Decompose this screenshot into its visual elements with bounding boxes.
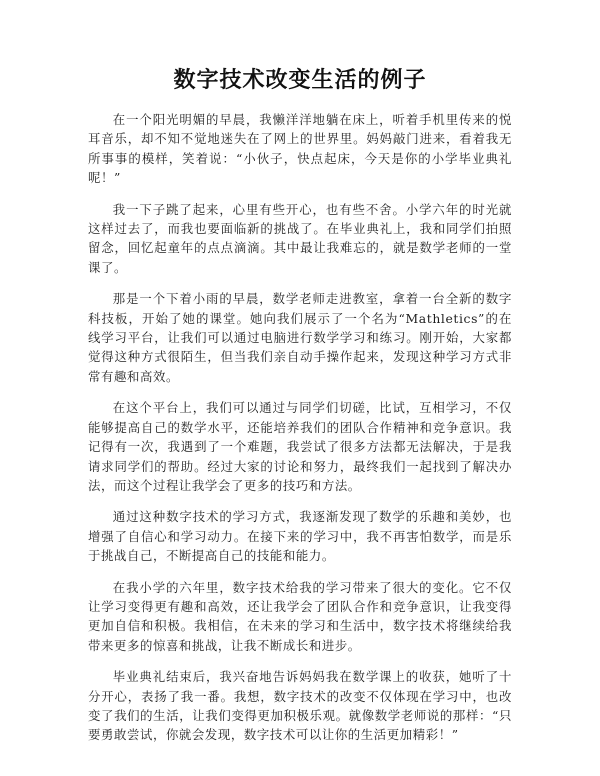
paragraph-7: 毕业典礼结束后，我兴奋地告诉妈妈我在数学课上的收获，她听了十分开心，表扬了我一番。我想，数字技术的改变不仅体现在学习中，也改变了我们的生活，让我们变得更加积极乐观。就像数学老师说的那样：“只要勇敢尝试，你就会发现，数字技术可以让你的生活更加精彩！”	[88, 669, 512, 743]
document-title: 数字技术改变生活的例子	[173, 68, 427, 93]
paragraph-3: 那是一个下着小雨的早晨，数学老师走进教室，拿着一台全新的数字科技板，开始了她的课堂。她向我们展示了一个名为“Mathletics”的在线学习平台，让我们可以通过电脑进行数学学习和练习。刚开始，大家都觉得这种方式很陌生，但当我们亲自动手操作起来，发现这种学习方式非常有趣和高效。	[88, 291, 512, 384]
paragraph-6: 在我小学的六年里，数字技术给我的学习带来了很大的变化。它不仅让学习变得更有趣和高效，还让我学会了团队合作和竞争意识，让我变得更加自信和积极。我相信，在未来的学习和生活中，数字技术将继续给我带来更多的惊喜和挑战，让我不断成长和进步。	[88, 579, 512, 653]
paragraph-4: 在这个平台上，我们可以通过与同学们切磋，比试，互相学习，不仅能够提高自己的数学水平，还能培养我们的团队合作精神和竞争意识。我记得有一次，我遇到了一个难题，我尝试了很多方法都无法解决，于是我请求同学们的帮助。经过大家的讨论和努力，最终我们一起找到了解决办法，而这个过程让我学会了更多的技巧和方法。	[88, 400, 512, 493]
paragraph-2: 我一下子跳了起来，心里有些开心，也有些不舍。小学六年的时光就这样过去了，而我也要面临新的挑战了。在毕业典礼上，我和同学们拍照留念，回忆起童年的点点滴滴。其中最让我难忘的，就是数学老师的一堂课了。	[88, 201, 512, 275]
paragraph-1: 在一个阳光明媚的早晨，我懒洋洋地躺在床上，听着手机里传来的悦耳音乐，却不知不觉地迷失在了网上的世界里。妈妈敲门进来，看着我无所事事的模样，笑着说：“小伙子，快点起床，今天是你的小学毕业典礼呢！”	[88, 112, 512, 186]
paragraph-5: 通过这种数字技术的学习方式，我逐渐发现了数学的乐趣和美妙，也增强了自信心和学习动力。在接下来的学习中，我不再害怕数学，而是乐于挑战自己，不断提高自己的技能和能力。	[88, 509, 512, 564]
